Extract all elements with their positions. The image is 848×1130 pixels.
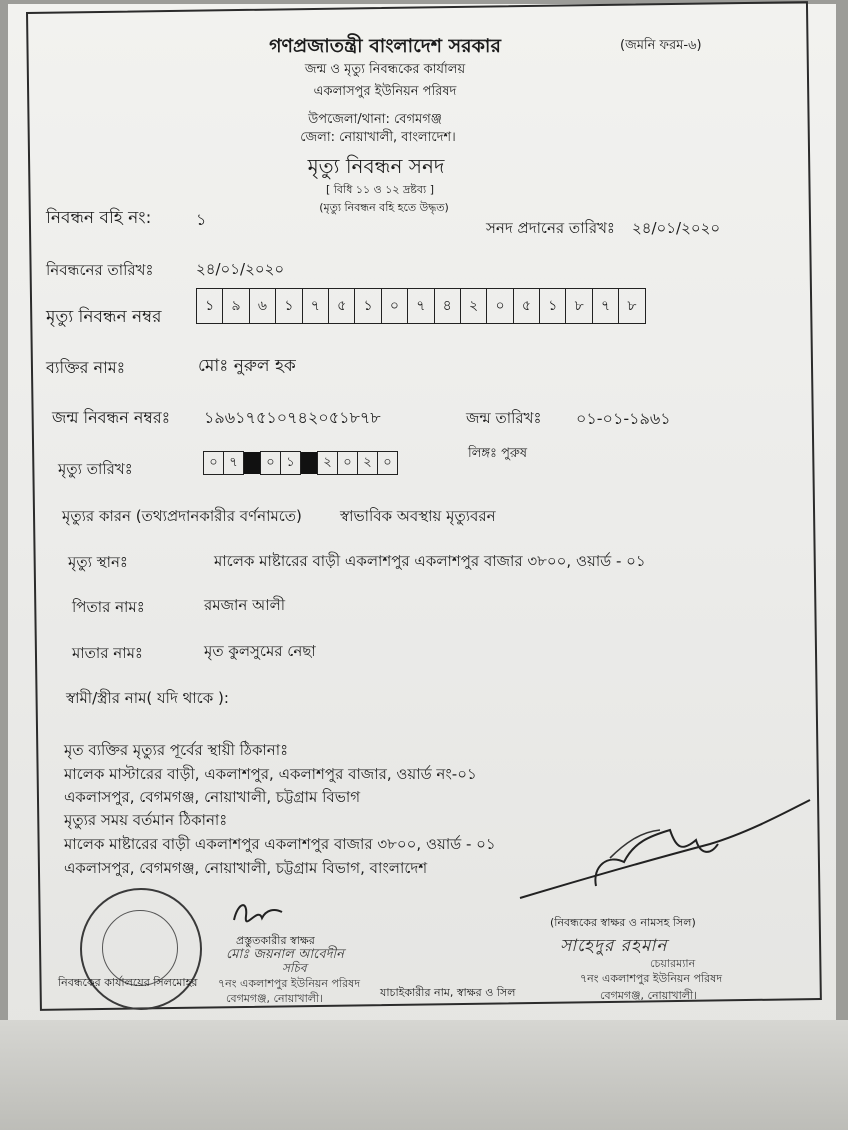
issue-date-value: ২৪/০১/২০২০ xyxy=(632,219,721,237)
form-number: (জমনি ফরম-৬) xyxy=(620,38,702,53)
death-date-label: মৃত্যু তারিখঃ xyxy=(58,460,133,478)
dob-value: ০১-০১-১৯৬১ xyxy=(576,409,671,428)
present-address-label: মৃত্যুর সময় বর্তমান ঠিকানাঃ xyxy=(64,811,228,829)
office-name: জন্ম ও মৃত্যু নিবন্ধকের কার্যালয় xyxy=(304,62,466,77)
present-address-line1: মালেক মাষ্টারের বাড়ী একলাশপুর একলাশপুর বাজার ৩৮০০, ওয়ার্ড - ০১ xyxy=(64,835,496,853)
date-separator xyxy=(301,452,317,474)
digit-box: ১ xyxy=(276,289,302,323)
death-day-boxes xyxy=(203,451,244,475)
digit-box: ৬ xyxy=(250,289,276,323)
digit-box: ৮ xyxy=(566,289,592,323)
registration-date-value: ২৪/০১/২০২০ xyxy=(196,260,285,278)
digit-box: ১ xyxy=(197,289,223,323)
secretary-title: সচিব xyxy=(282,961,307,975)
registrar-union: ৭নং একলাশপুর ইউনিয়ন পরিষদ xyxy=(580,972,722,985)
secretary-union: ৭নং একলাশপুর ইউনিয়ন পরিষদ xyxy=(218,977,360,990)
extract-note: (মৃত্যু নিবন্ধন বহি হতে উদ্ধৃত) xyxy=(319,201,449,214)
digit-box: ৭ xyxy=(303,289,329,323)
death-place-value: মালেক মাষ্টারের বাড়ী একলাশপুর একলাশপুর বাজার ৩৮০০, ওয়ার্ড - ০১ xyxy=(214,552,646,570)
digit-box: ৫ xyxy=(329,289,355,323)
upazila-line: উপজেলা/থানা: বেগমগঞ্জ xyxy=(308,112,442,127)
book-number-label: নিবন্ধন বহি নং: xyxy=(46,208,152,228)
birth-reg-value: ১৯৬১৭৫১০৭৪২০৫১৮৭৮ xyxy=(204,408,381,427)
government-title: গণপ্রজাতন্ত্রী বাংলাদেশ সরকার xyxy=(269,35,501,57)
birth-reg-label: জন্ম নিবন্ধন নম্বরঃ xyxy=(52,408,171,427)
death-cause-label: মৃত্যুর কারন (তথ্যপ্রদানকারীর বর্ণনামতে) xyxy=(62,507,302,525)
gender: লিঙ্গঃ পুরুষ xyxy=(468,446,528,461)
digit-box: ০ xyxy=(383,454,392,470)
digit-box: ৭ xyxy=(408,289,434,323)
death-reg-number-label: মৃত্যু নিবন্ধন নম্বর xyxy=(46,307,162,327)
registrar-signature xyxy=(500,770,820,910)
digit-box: ০ xyxy=(487,289,513,323)
digit-box: ৭ xyxy=(229,454,238,470)
death-cause-value: স্বাভাবিক অবস্থায় মৃত্যুবরন xyxy=(340,507,496,525)
digit-box: ৯ xyxy=(223,289,249,323)
father-name-label: পিতার নামঃ xyxy=(72,598,145,616)
preparer-signature xyxy=(228,896,288,930)
certificate-title: মৃত্যু নিবন্ধন সনদ xyxy=(307,154,445,178)
person-name-value: মোঃ নুরুল হক xyxy=(198,356,296,376)
rule-reference: [ বিধি ১১ ও ১২ দ্রষ্টব্য ] xyxy=(325,183,435,196)
present-address-line2: একলাসপুর, বেগমগঞ্জ, নোয়াখালী, চট্টগ্রাম বিভাগ, বাংলাদেশ xyxy=(64,859,428,877)
digit-box: ০ xyxy=(204,452,224,474)
permanent-address-label: মৃত ব্যক্তির মৃত্যুর পূর্বের স্থায়ী ঠিকানাঃ xyxy=(64,741,289,759)
person-name-label: ব্যক্তির নামঃ xyxy=(46,358,126,377)
dob-label: জন্ম তারিখঃ xyxy=(466,409,542,427)
registration-date-label: নিবন্ধনের তারিখঃ xyxy=(46,261,154,279)
registrar-label: (নিবন্ধকের স্বাক্ষর ও নামসহ সিল) xyxy=(550,916,696,929)
mother-name-value: মৃত কুলসুমের নেছা xyxy=(204,642,316,660)
death-reg-number-boxes xyxy=(196,288,646,324)
digit-box: ৭ xyxy=(593,289,619,323)
digit-box: ০ xyxy=(382,289,408,323)
digit-box: ১ xyxy=(540,289,566,323)
digit-box: ২ xyxy=(318,452,338,474)
digit-box: ১ xyxy=(286,454,295,470)
office-seal-label: নিবন্ধকের কার্যালয়ের সিলমোহর xyxy=(58,976,198,989)
preparer-signature-label: প্রস্তুতকারীর স্বাক্ষর xyxy=(236,934,315,947)
digit-box: ২ xyxy=(358,452,378,474)
registrar-title: চেয়ারম্যান xyxy=(650,957,696,970)
digit-box: ৫ xyxy=(514,289,540,323)
digit-box: ১ xyxy=(355,289,381,323)
registrar-name: সাহেদুর রহমান xyxy=(560,936,668,956)
registrar-area: বেগমগঞ্জ, নোয়াখালী। xyxy=(600,989,698,1002)
date-separator xyxy=(244,452,260,474)
permanent-address-line1: মালেক মাস্টারের বাড়ী, একলাশপুর, একলাশপুর বাজার, ওয়ার্ড নং-০১ xyxy=(64,765,477,783)
digit-box: ২ xyxy=(461,289,487,323)
digit-box: ৮ xyxy=(627,298,637,314)
death-month-boxes xyxy=(260,451,301,475)
death-place-label: মৃত্যু স্থানঃ xyxy=(68,553,128,571)
digit-box: ০ xyxy=(338,452,358,474)
mother-name-label: মাতার নামঃ xyxy=(72,644,143,662)
verifier-label: যাচাইকারীর নাম, স্বাক্ষর ও সিল xyxy=(380,986,516,999)
father-name-value: রমজান আলী xyxy=(204,596,286,614)
secretary-area: বেগমগঞ্জ, নোয়াখালী। xyxy=(226,992,324,1005)
digit-box: ০ xyxy=(261,452,281,474)
union-name: একলাসপুর ইউনিয়ন পরিষদ xyxy=(313,84,457,99)
spouse-name-label: স্বামী/স্ত্রীর নাম( যদি থাকে ): xyxy=(66,689,229,707)
book-number-value: ১ xyxy=(196,210,207,229)
issue-date-label: সনদ প্রদানের তারিখঃ xyxy=(486,219,615,237)
death-date-boxes xyxy=(203,451,398,475)
permanent-address-line2: একলাসপুর, বেগমগঞ্জ, নোয়াখালী, চট্টগ্রাম বিভাগ xyxy=(64,788,361,806)
death-year-boxes xyxy=(317,451,398,475)
district-line: জেলা: নোয়াখালী, বাংলাদেশ। xyxy=(300,130,456,145)
secretary-name: মোঃ জয়নাল আবেদীন xyxy=(226,947,344,962)
background-surface xyxy=(0,1020,848,1130)
digit-box: ৪ xyxy=(435,289,461,323)
